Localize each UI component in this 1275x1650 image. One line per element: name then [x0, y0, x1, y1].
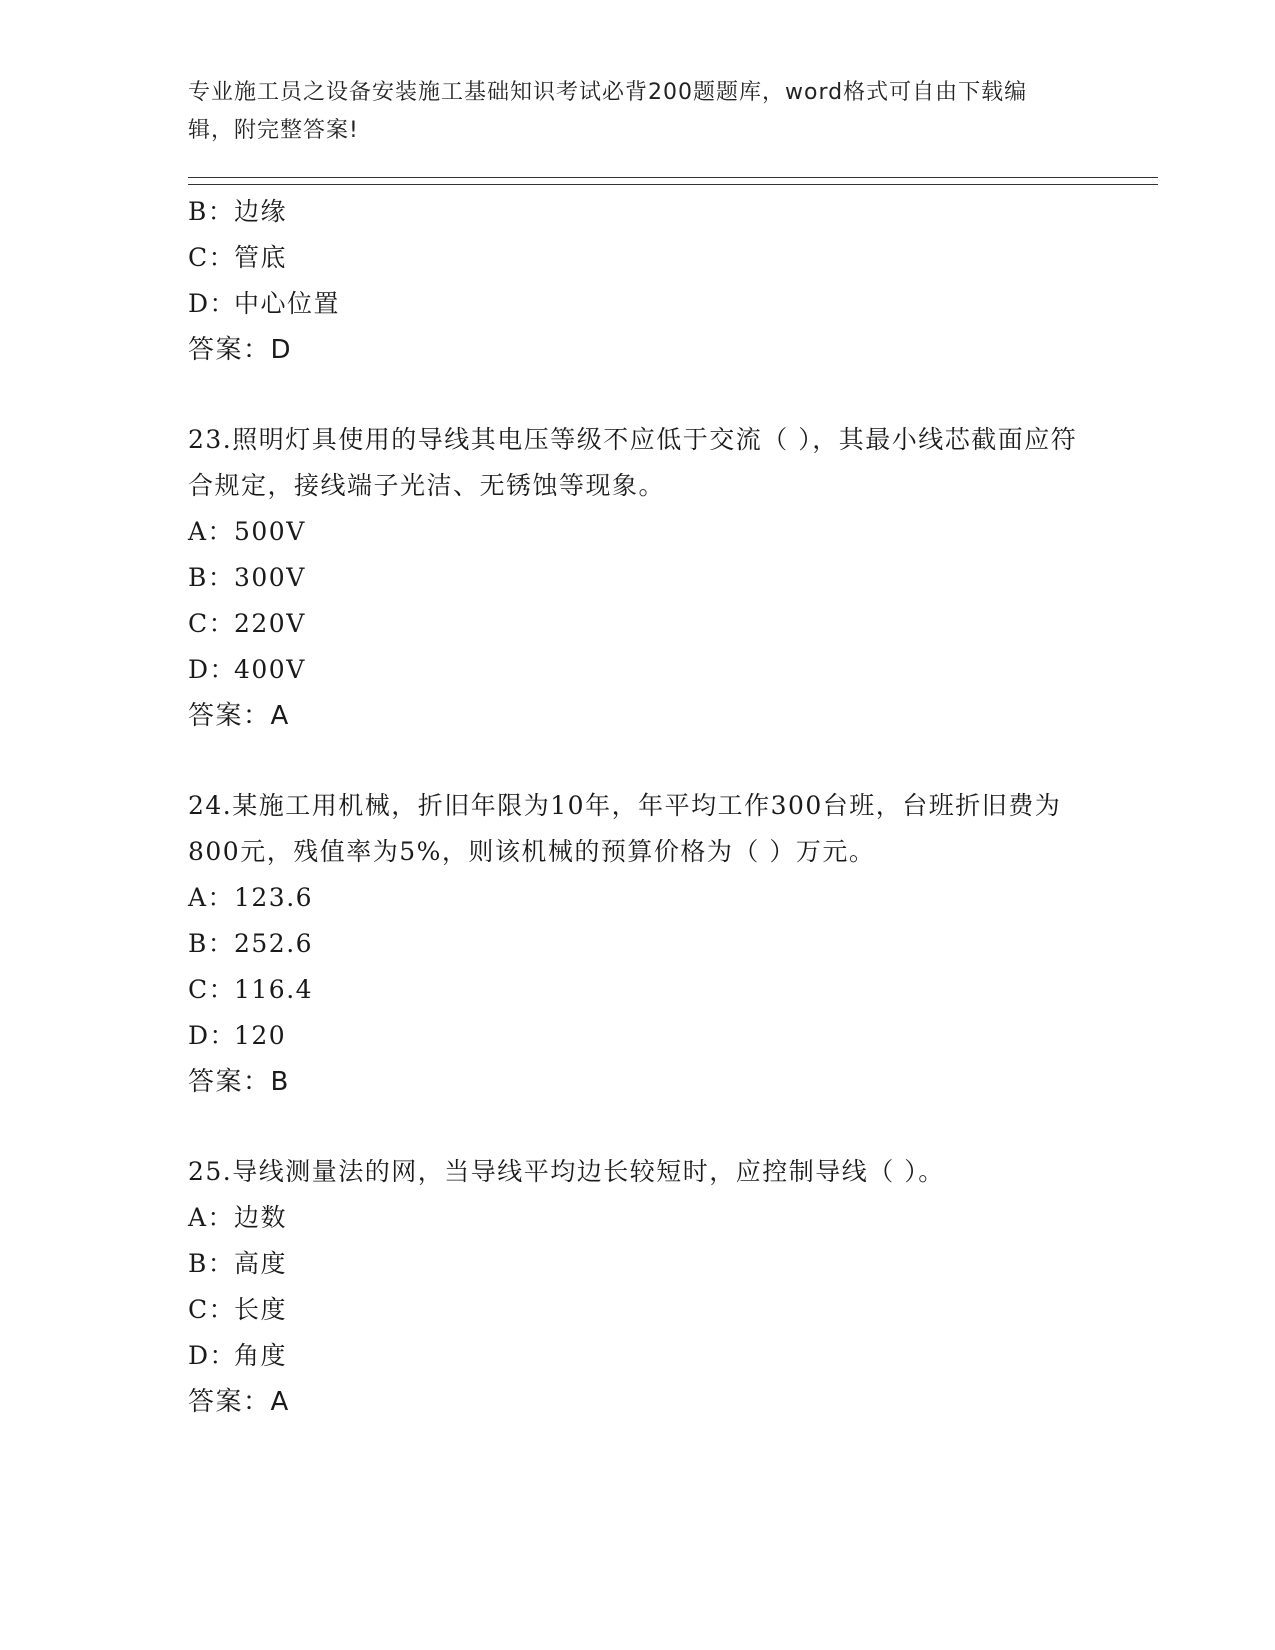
option-key: C：: [188, 243, 236, 272]
option-key: B：: [188, 197, 235, 226]
question-block-24: [188, 783, 1088, 1105]
option-a: [188, 509, 1088, 555]
option-text: 边数: [234, 1203, 288, 1232]
option-key: C：: [188, 975, 236, 1004]
option-text: 500V: [234, 517, 306, 546]
question-text: 25.导线测量法的网，当导线平均边长较短时，应控制导线（ ）。: [188, 1157, 945, 1186]
option-text: 400V: [234, 655, 306, 684]
option-text: 300V: [234, 563, 306, 592]
option-text: 252.6: [234, 929, 314, 958]
spacer: [188, 739, 1088, 783]
option-text: 高度: [234, 1249, 288, 1278]
option-c: [188, 235, 1088, 281]
option-key: A：: [188, 1203, 235, 1232]
option-text: 边缘: [234, 197, 288, 226]
question-block-23: [188, 417, 1088, 739]
option-text: 管底: [234, 243, 288, 272]
option-text: 123.6: [234, 883, 314, 912]
option-text: 中心位置: [234, 289, 341, 318]
question-block-25: [188, 1149, 1088, 1425]
option-b: [188, 555, 1088, 601]
option-d: [188, 1013, 1088, 1059]
option-c: [188, 601, 1088, 647]
option-a: [188, 875, 1088, 921]
option-key: D：: [188, 1021, 237, 1050]
spacer: [188, 1105, 1088, 1149]
option-d: [188, 281, 1088, 327]
option-d: [188, 1333, 1088, 1379]
question-block-prev: [188, 189, 1088, 373]
answer-line: 答案：A: [188, 701, 290, 731]
header-divider: [188, 177, 1158, 185]
answer-line: 答案：A: [188, 1387, 290, 1417]
answer-line: 答案：D: [188, 335, 293, 365]
option-key: B：: [188, 1249, 235, 1278]
option-key: C：: [188, 609, 236, 638]
option-key: D：: [188, 655, 237, 684]
option-key: C：: [188, 1295, 236, 1324]
option-text: 116.4: [234, 975, 314, 1004]
option-text: 220V: [234, 609, 306, 638]
option-c: [188, 967, 1088, 1013]
question-text: 24.某施工用机械，折旧年限为10年，年平均工作300台班，台班折旧费为800元，残值率为5%，则该机械的预算价格为（ ）万元。: [188, 791, 1062, 866]
option-text: 120: [234, 1021, 287, 1050]
option-a: [188, 1195, 1088, 1241]
option-key: D：: [188, 289, 237, 318]
answer-line: 答案：B: [188, 1067, 290, 1097]
option-key: D：: [188, 1341, 237, 1370]
document-body: [188, 189, 1088, 1425]
option-d: [188, 647, 1088, 693]
option-key: A：: [188, 883, 235, 912]
option-b: [188, 189, 1088, 235]
option-text: 长度: [234, 1295, 288, 1324]
option-b: [188, 921, 1088, 967]
option-text: 角度: [234, 1341, 288, 1370]
question-text: 23.照明灯具使用的导线其电压等级不应低于交流（ ），其最小线芯截面应符合规定，接线端子光洁、无锈蚀等现象。: [188, 425, 1078, 500]
option-key: B：: [188, 563, 235, 592]
page-header: 专业施工员之设备安装施工基础知识考试必背200题题库，word格式可自由下载编辑，附完整答案!: [188, 80, 1028, 143]
option-key: B：: [188, 929, 235, 958]
option-c: [188, 1287, 1088, 1333]
spacer: [188, 373, 1088, 417]
option-key: A：: [188, 517, 235, 546]
option-b: [188, 1241, 1088, 1287]
